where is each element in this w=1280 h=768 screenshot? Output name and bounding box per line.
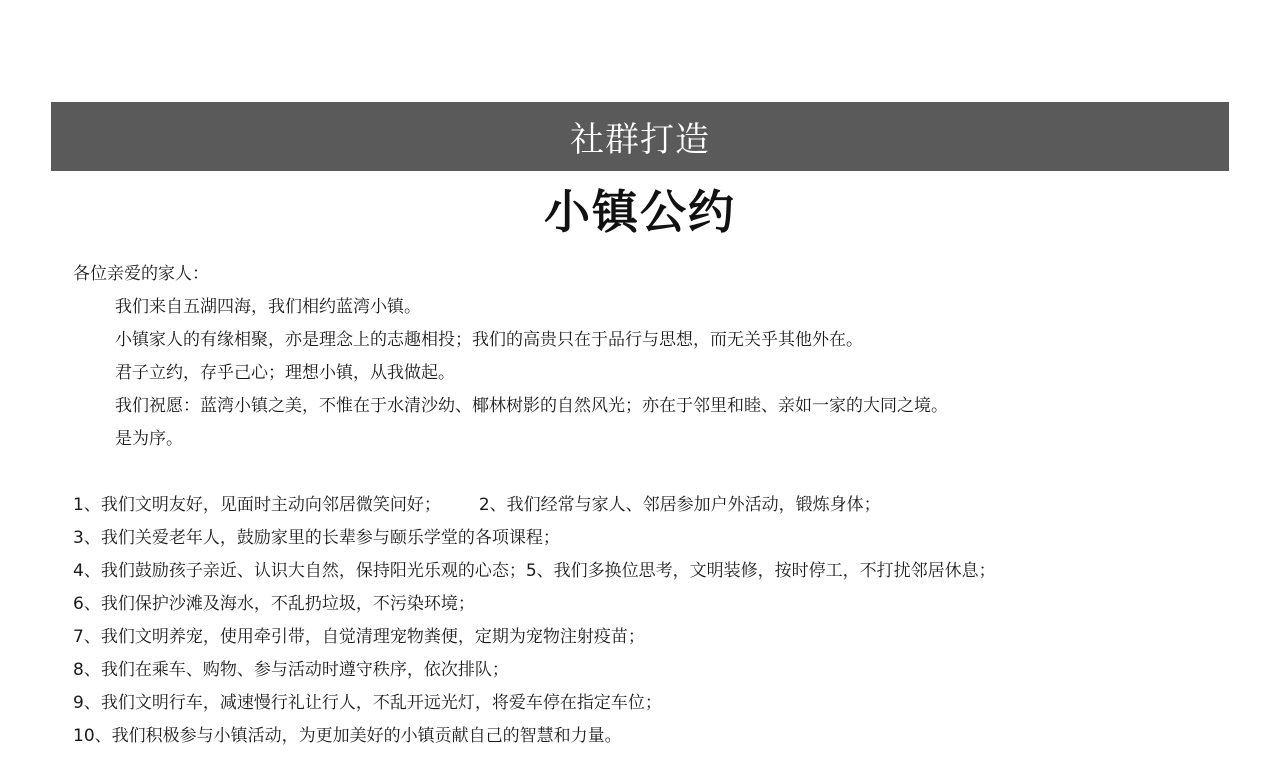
banner-title: 社群打造	[570, 120, 710, 160]
rule-item-9: 9、我们文明行车，减速慢行礼让行人，不乱开远光灯，将爱车停在指定车位；	[73, 693, 662, 713]
rule-item-7: 7、我们文明养宠，使用牵引带，自觉清理宠物粪便，定期为宠物注射疫苗；	[73, 627, 645, 647]
page-title: 小镇公约	[544, 185, 736, 239]
rule-item-3: 3、我们关爱老年人，鼓励家里的长辈参与颐乐学堂的各项课程；	[73, 528, 560, 548]
section-banner	[51, 102, 1229, 171]
rule-item-2: 2、我们经常与家人、邻居参加户外活动，锻炼身体；	[478, 495, 881, 515]
rule-item-1: 1、我们文明友好，见面时主动向邻居微笑问好；	[73, 495, 441, 515]
intro-paragraph-1: 我们来自五湖四海，我们相约蓝湾小镇。	[115, 297, 421, 317]
greeting: 各位亲爱的家人：	[73, 264, 209, 284]
spacer	[73, 456, 1223, 489]
rule-item-4-5: 4、我们鼓励孩子亲近、认识大自然，保持阳光乐观的心态；5、我们多换位思考，文明装修，按时停工，不打扰邻居休息；	[73, 561, 996, 581]
rule-item-6: 6、我们保护沙滩及海水，不乱扔垃圾，不污染环境；	[73, 594, 475, 614]
rule-item-8: 8、我们在乘车、购物、参与活动时遵守秩序，依次排队；	[73, 660, 509, 680]
intro-paragraph-5: 是为序。	[115, 429, 183, 449]
intro-paragraph-3: 君子立约，存乎己心；理想小镇，从我做起。	[115, 363, 455, 383]
rule-item-10: 10、我们积极参与小镇活动，为更加美好的小镇贡献自己的智慧和力量。	[73, 726, 622, 746]
intro-paragraph-4: 我们祝愿：蓝湾小镇之美，不惟在于水清沙幼、椰林树影的自然风光；亦在于邻里和睦、亲如一家的大同之境。	[115, 396, 948, 416]
document-body	[73, 258, 1223, 753]
intro-paragraph-2: 小镇家人的有缘相聚，亦是理念上的志趣相投；我们的高贵只在于品行与思想，而无关乎其他外在。	[115, 330, 863, 350]
rule-line-1	[73, 489, 1223, 522]
